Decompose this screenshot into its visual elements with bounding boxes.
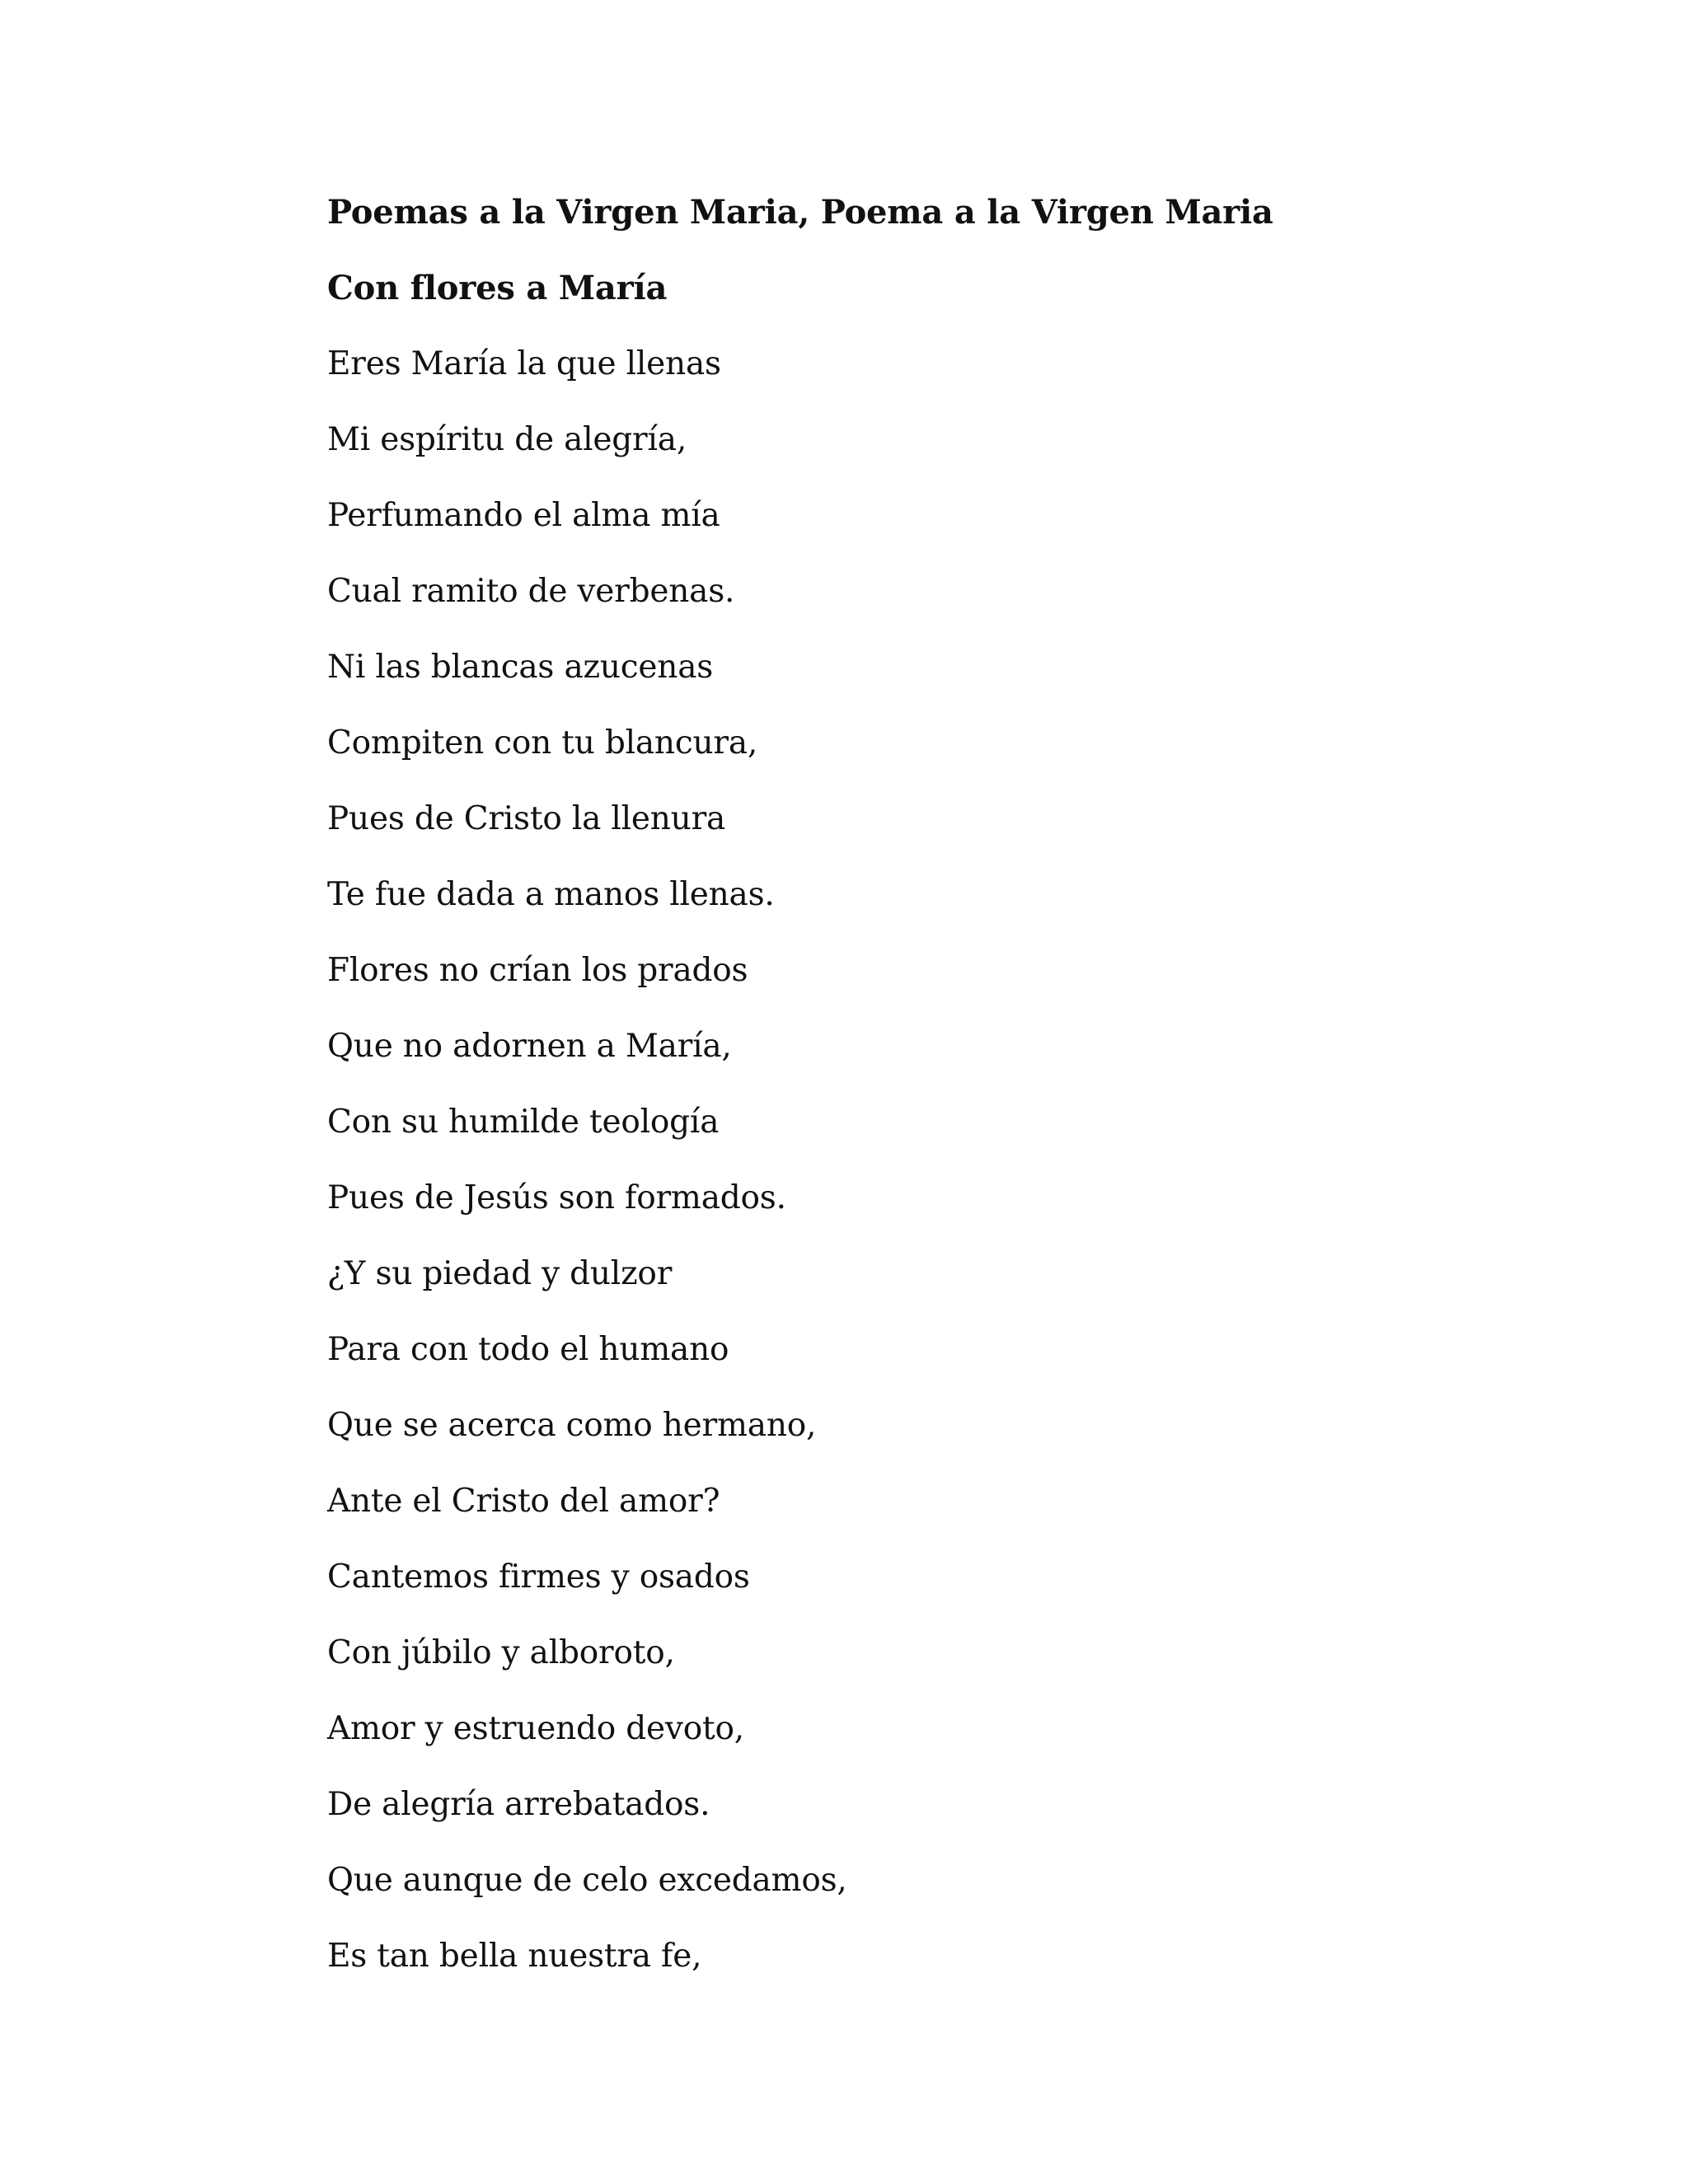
verse-line: Amor y estruendo devoto,	[327, 1710, 744, 1747]
verse-line: Compiten con tu blancura,	[327, 724, 758, 762]
verse-line: Te fue dada a manos llenas.	[327, 876, 775, 913]
verse-line: Perfumando el alma mía	[327, 497, 720, 534]
verse-line: Que se acerca como hermano,	[327, 1407, 817, 1444]
verse-line: De alegría arrebatados.	[327, 1786, 710, 1823]
verse-line: Ni las blancas azucenas	[327, 649, 714, 686]
verse-line: Para con todo el humano	[327, 1331, 729, 1368]
verse-line: Mi espíritu de alegría,	[327, 421, 687, 458]
verse-line: Eres María la que llenas	[327, 345, 721, 382]
poem-title: Con flores a María	[327, 269, 668, 307]
verse-line: Cual ramito de verbenas.	[327, 573, 735, 610]
verse-line: Que aunque de celo excedamos,	[327, 1862, 847, 1899]
document-content	[327, 185, 1399, 2004]
verse-line: Con su humilde teología	[327, 1104, 720, 1141]
verse-line: Ante el Cristo del amor?	[327, 1483, 720, 1520]
verse-line: Pues de Cristo la llenura	[327, 800, 726, 837]
verse-line: Flores no crían los prados	[327, 952, 748, 989]
verse-line: Pues de Jesús son formados.	[327, 1179, 786, 1216]
document-title: Poemas a la Virgen Maria, Poema a la Virgen Maria	[327, 193, 1273, 232]
verse-line: ¿Y su piedad y dulzor	[327, 1255, 673, 1292]
verse-line: Con júbilo y alboroto,	[327, 1634, 675, 1671]
verse-line: Cantemos firmes y osados	[327, 1558, 750, 1596]
verse-line: Es tan bella nuestra fe,	[327, 1938, 702, 1975]
verse-line: Que no adornen a María,	[327, 1028, 732, 1065]
